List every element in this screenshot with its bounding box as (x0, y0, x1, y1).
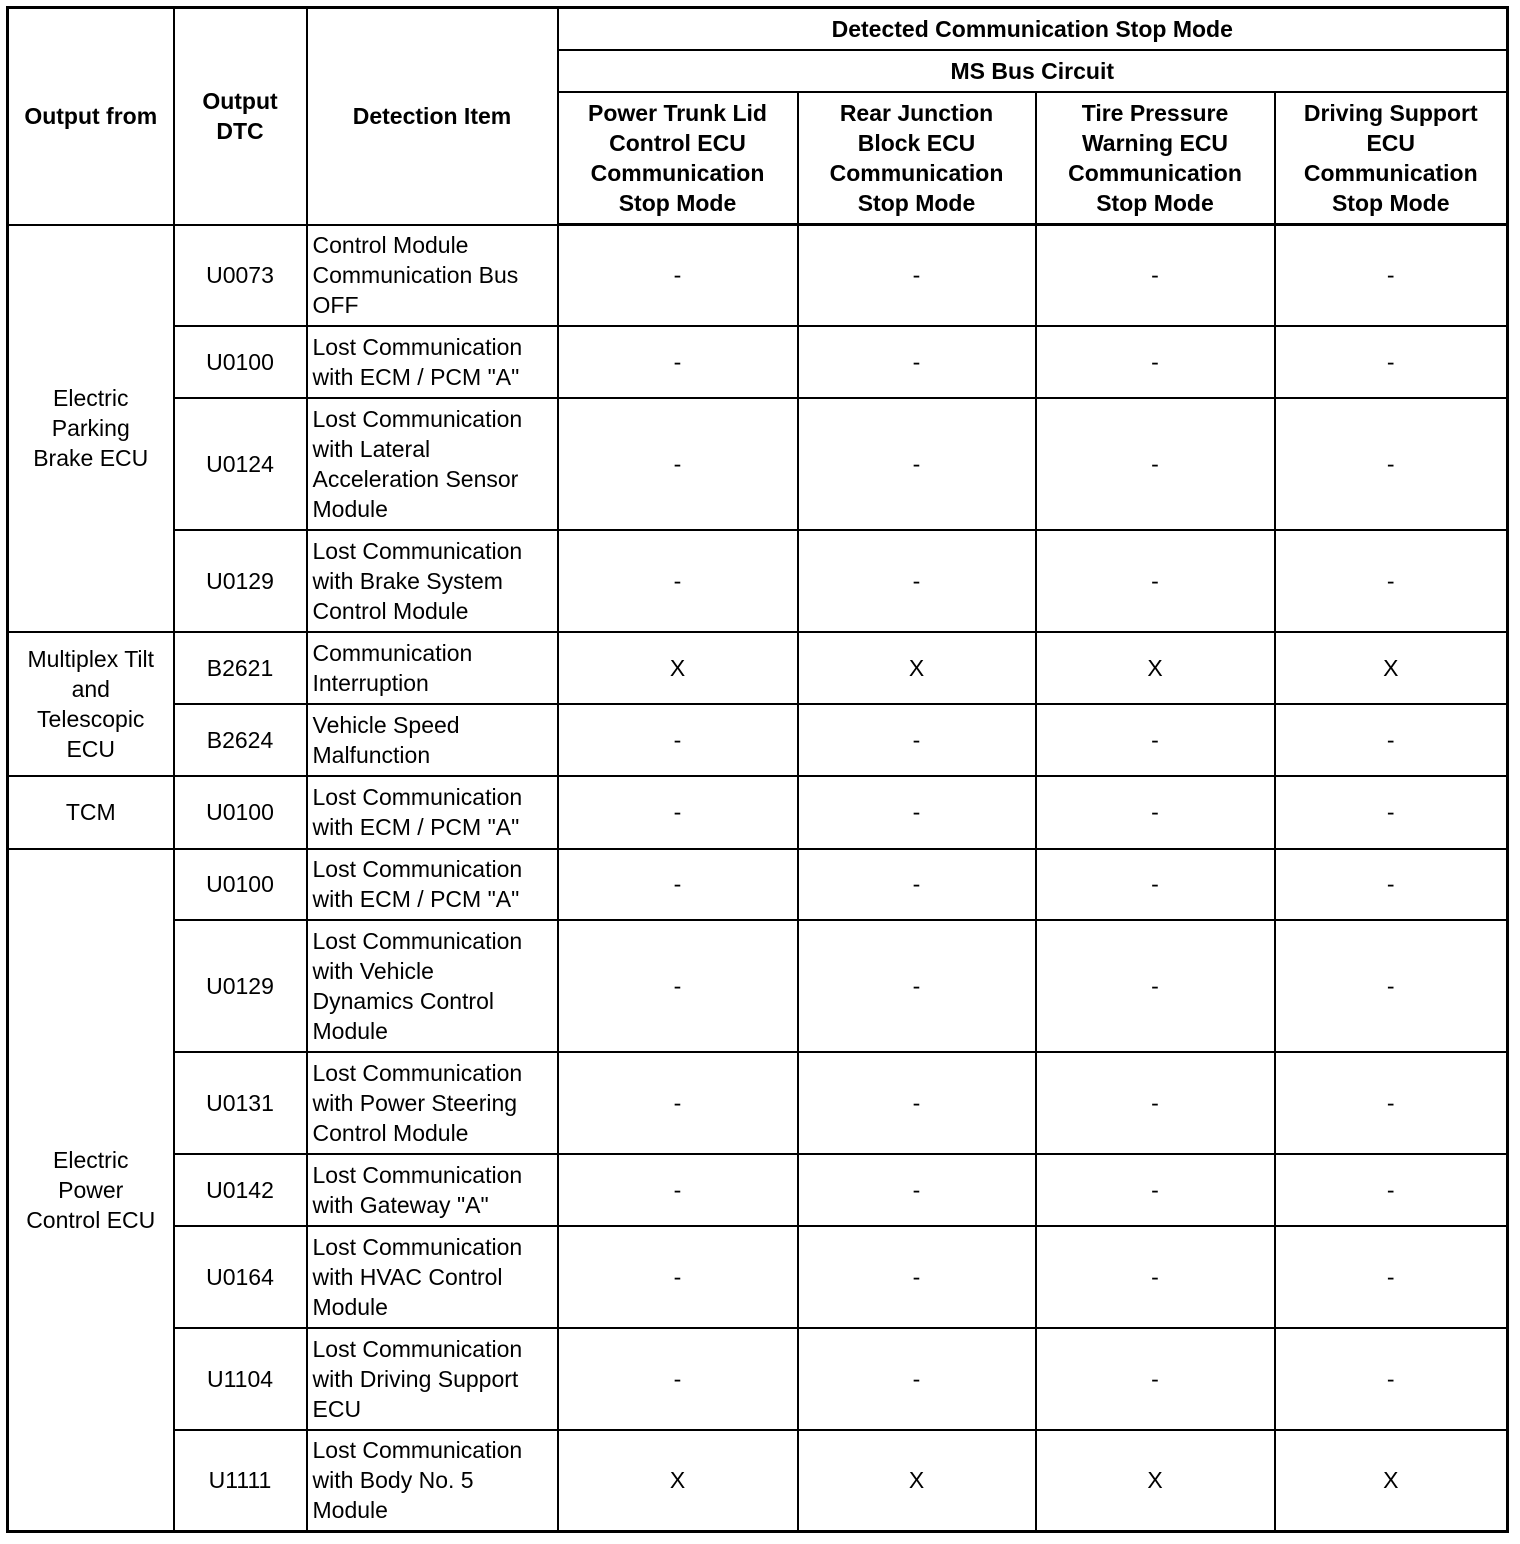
table-row (8, 1226, 1508, 1328)
detection-item: Communication Interruption (307, 632, 558, 704)
mark-tire-pressure: - (1036, 776, 1275, 849)
mark-rear-junction: X (798, 632, 1036, 704)
mark-rear-junction: - (798, 326, 1036, 398)
dtc-code: U0100 (174, 776, 307, 849)
dtc-code: U0124 (174, 398, 307, 530)
group-tcm: TCM (8, 776, 174, 849)
table-row (8, 1052, 1508, 1154)
mark-rear-junction: - (798, 1328, 1036, 1430)
mark-rear-junction: - (798, 704, 1036, 776)
mark-rear-junction: - (798, 849, 1036, 920)
mark-tire-pressure: - (1036, 326, 1275, 398)
mark-driving-support: - (1275, 1226, 1508, 1328)
group-electric-parking-brake-ecu: Electric Parking Brake ECU (8, 225, 174, 632)
detection-item: Lost Communication with Lateral Acceleration Sensor Module (307, 398, 558, 530)
dtc-code: U0129 (174, 530, 307, 632)
mark-power-trunk: X (558, 1430, 798, 1532)
mark-tire-pressure: - (1036, 704, 1275, 776)
mark-power-trunk: - (558, 1328, 798, 1430)
table-row (8, 704, 1508, 776)
detection-item: Lost Communication with HVAC Control Module (307, 1226, 558, 1328)
mark-tire-pressure: X (1036, 632, 1275, 704)
mark-driving-support: - (1275, 849, 1508, 920)
mark-power-trunk: - (558, 776, 798, 849)
table-row (8, 632, 1508, 704)
mark-rear-junction: - (798, 225, 1036, 326)
header-ecu-driving-support: Driving Support ECU Communication Stop Mode (1275, 92, 1508, 225)
mark-tire-pressure: - (1036, 1328, 1275, 1430)
mark-tire-pressure: - (1036, 1154, 1275, 1226)
mark-driving-support: - (1275, 776, 1508, 849)
header-stop-mode: Detected Communication Stop Mode (558, 8, 1508, 50)
detection-item: Lost Communication with Vehicle Dynamics Control Module (307, 920, 558, 1052)
header-output-from: Output from (8, 8, 174, 225)
mark-rear-junction: - (798, 1052, 1036, 1154)
mark-power-trunk: - (558, 398, 798, 530)
mark-driving-support: - (1275, 398, 1508, 530)
table-row (8, 225, 1508, 326)
mark-power-trunk: - (558, 326, 798, 398)
mark-power-trunk: - (558, 704, 798, 776)
mark-tire-pressure: - (1036, 398, 1275, 530)
mark-driving-support: X (1275, 632, 1508, 704)
mark-driving-support: - (1275, 704, 1508, 776)
mark-driving-support: X (1275, 1430, 1508, 1532)
mark-power-trunk: - (558, 530, 798, 632)
mark-rear-junction: - (798, 920, 1036, 1052)
table-row (8, 920, 1508, 1052)
mark-tire-pressure: - (1036, 920, 1275, 1052)
mark-driving-support: - (1275, 530, 1508, 632)
mark-power-trunk: - (558, 849, 798, 920)
detection-item: Lost Communication with ECM / PCM "A" (307, 849, 558, 920)
table-row (8, 1154, 1508, 1226)
mark-power-trunk: - (558, 920, 798, 1052)
dtc-code: U1111 (174, 1430, 307, 1532)
mark-power-trunk: - (558, 1154, 798, 1226)
header-output-dtc: Output DTC (174, 8, 307, 225)
table-row (8, 398, 1508, 530)
dtc-table (6, 6, 1509, 1533)
mark-power-trunk: - (558, 225, 798, 326)
dtc-code: B2624 (174, 704, 307, 776)
dtc-code: B2621 (174, 632, 307, 704)
mark-power-trunk: X (558, 632, 798, 704)
mark-rear-junction: - (798, 1154, 1036, 1226)
detection-item: Lost Communication with Gateway "A" (307, 1154, 558, 1226)
group-electric-power-control-ecu: Electric Power Control ECU (8, 849, 174, 1532)
header-ecu-rear-junction: Rear Junction Block ECU Communication Stop Mode (798, 92, 1036, 225)
mark-driving-support: - (1275, 1328, 1508, 1430)
detection-item: Lost Communication with ECM / PCM "A" (307, 326, 558, 398)
mark-rear-junction: - (798, 776, 1036, 849)
table-row (8, 326, 1508, 398)
mark-rear-junction: - (798, 398, 1036, 530)
mark-tire-pressure: - (1036, 530, 1275, 632)
table-row (8, 1430, 1508, 1532)
table-row (8, 530, 1508, 632)
dtc-code: U0129 (174, 920, 307, 1052)
dtc-code: U0131 (174, 1052, 307, 1154)
mark-tire-pressure: - (1036, 1052, 1275, 1154)
detection-item: Lost Communication with Brake System Control Module (307, 530, 558, 632)
mark-driving-support: - (1275, 326, 1508, 398)
detection-item: Control Module Communication Bus OFF (307, 225, 558, 326)
header-bus-circuit: MS Bus Circuit (558, 50, 1508, 92)
mark-rear-junction: X (798, 1430, 1036, 1532)
header-ecu-power-trunk: Power Trunk Lid Control ECU Communication Stop Mode (558, 92, 798, 225)
mark-tire-pressure: X (1036, 1430, 1275, 1532)
mark-tire-pressure: - (1036, 1226, 1275, 1328)
dtc-code: U0073 (174, 225, 307, 326)
detection-item: Vehicle Speed Malfunction (307, 704, 558, 776)
table-body (8, 225, 1508, 1532)
dtc-code: U0142 (174, 1154, 307, 1226)
mark-tire-pressure: - (1036, 849, 1275, 920)
detection-item: Lost Communication with Power Steering Control Module (307, 1052, 558, 1154)
detection-item: Lost Communication with Driving Support ECU (307, 1328, 558, 1430)
table-row (8, 1328, 1508, 1430)
table-row (8, 776, 1508, 849)
table-row (8, 849, 1508, 920)
mark-power-trunk: - (558, 1226, 798, 1328)
mark-driving-support: - (1275, 1052, 1508, 1154)
header-detection-item: Detection Item (307, 8, 558, 225)
mark-driving-support: - (1275, 920, 1508, 1052)
mark-tire-pressure: - (1036, 225, 1275, 326)
mark-driving-support: - (1275, 225, 1508, 326)
group-multiplex-tilt-telescopic-ecu: Multiplex Tilt and Telescopic ECU (8, 632, 174, 776)
mark-driving-support: - (1275, 1154, 1508, 1226)
mark-rear-junction: - (798, 530, 1036, 632)
dtc-code: U1104 (174, 1328, 307, 1430)
dtc-code: U0164 (174, 1226, 307, 1328)
mark-power-trunk: - (558, 1052, 798, 1154)
detection-item: Lost Communication with Body No. 5 Module (307, 1430, 558, 1532)
detection-item: Lost Communication with ECM / PCM "A" (307, 776, 558, 849)
dtc-code: U0100 (174, 326, 307, 398)
mark-rear-junction: - (798, 1226, 1036, 1328)
header-ecu-tire-pressure: Tire Pressure Warning ECU Communication Stop Mode (1036, 92, 1275, 225)
dtc-code: U0100 (174, 849, 307, 920)
